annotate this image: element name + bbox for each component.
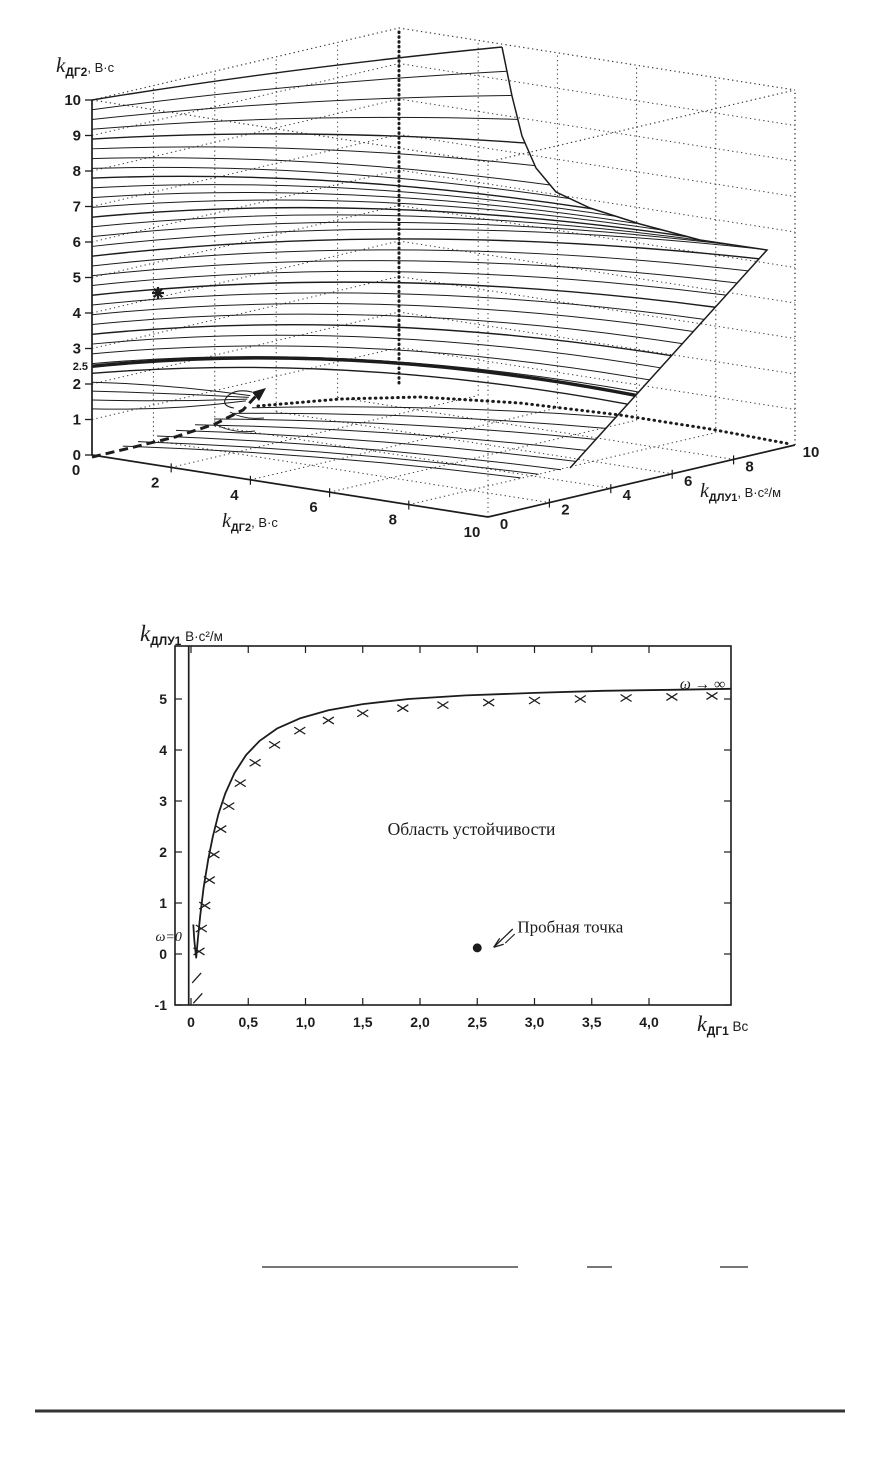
x-tick-label: 0 (187, 1014, 195, 1030)
z-tick-label-special: 2.5 (72, 361, 88, 373)
fan-lines (123, 407, 616, 478)
surface-mesh (92, 47, 760, 409)
axis-title: $k_{ДГ2}^{, В\cdot с}$ (56, 53, 115, 80)
axis-title: $k_{ДГ1}$ $^{Вс}$ (697, 1011, 749, 1039)
test-point-dot (473, 943, 482, 952)
y-tick-label: -1 (154, 997, 167, 1013)
x-tick-label: 2,0 (410, 1014, 430, 1030)
b-tick-label: 10 (802, 444, 820, 461)
z-tick-label: 5 (72, 269, 81, 287)
z-tick-label: 6 (72, 234, 81, 251)
surface-plot (56, 28, 819, 541)
y-tick-label: 5 (159, 691, 167, 707)
stability-region-label: Область устойчивости (387, 819, 556, 840)
a-tick-label: 10 (463, 524, 481, 541)
z-tick-label: 3 (72, 340, 81, 358)
x-tick-label: 3,5 (582, 1014, 602, 1030)
stability-plot (140, 621, 749, 1038)
a-tick-label: 6 (309, 499, 318, 517)
z-tick-label: 8 (72, 163, 81, 180)
a-axis (72, 455, 488, 541)
surface-star-marker (152, 287, 164, 299)
z-tick-label: 10 (64, 92, 81, 109)
y-tick-label: 2 (159, 844, 167, 860)
axis-title: $k_{ДЛУ1}$ $^{В\cdot с^2/м}$ (140, 621, 223, 649)
b-tick-label: 4 (622, 487, 631, 505)
b-tick-label: 0 (499, 516, 509, 533)
a-tick-label: 2 (151, 474, 160, 492)
test-point-label: Пробная точка (517, 917, 624, 937)
z-tick-label: 9 (72, 127, 81, 145)
x-tick-label: 3,0 (524, 1014, 545, 1030)
hatch-marks (192, 692, 717, 1003)
omega-zero-label: ω=0 (155, 930, 182, 946)
b-tick-label: 6 (684, 472, 693, 490)
a-tick-label: 0 (71, 462, 81, 479)
omega-infinity-label: ω → ∞ (679, 676, 726, 694)
x-tick-label: 4,0 (639, 1014, 659, 1030)
b-tick-label: 2 (561, 501, 570, 519)
z-tick-label: 7 (72, 198, 81, 216)
x-tick-label: 1,5 (353, 1014, 373, 1030)
y-tick-label: 3 (159, 793, 167, 809)
z-tick-label: 1 (72, 411, 81, 429)
z-axis (56, 53, 115, 464)
b-tick-label: 8 (745, 458, 754, 476)
a-tick-label: 8 (388, 511, 397, 529)
y-tick-label: 0 (159, 946, 167, 962)
test-point-arrow (494, 929, 515, 947)
y-tick-label: 1 (159, 895, 167, 911)
a-tick-label: 4 (230, 486, 239, 504)
axis-title: $k_{ДЛУ1}^{, В\cdot с^2/м}$ (700, 480, 782, 504)
x-tick-label: 2,5 (467, 1014, 487, 1030)
y-tick-label: 4 (159, 742, 167, 758)
x-tick-label: 1,0 (295, 1014, 316, 1030)
z-tick-label: 4 (72, 305, 81, 322)
z-tick-label: 2 (72, 376, 81, 393)
bold-contour-2-5 (92, 358, 636, 395)
axis-title: $k_{ДГ2}^{, В\cdot с}$ (222, 510, 278, 534)
z-tick-label: 0 (72, 447, 81, 464)
x-tick-label: 0,5 (238, 1014, 258, 1030)
